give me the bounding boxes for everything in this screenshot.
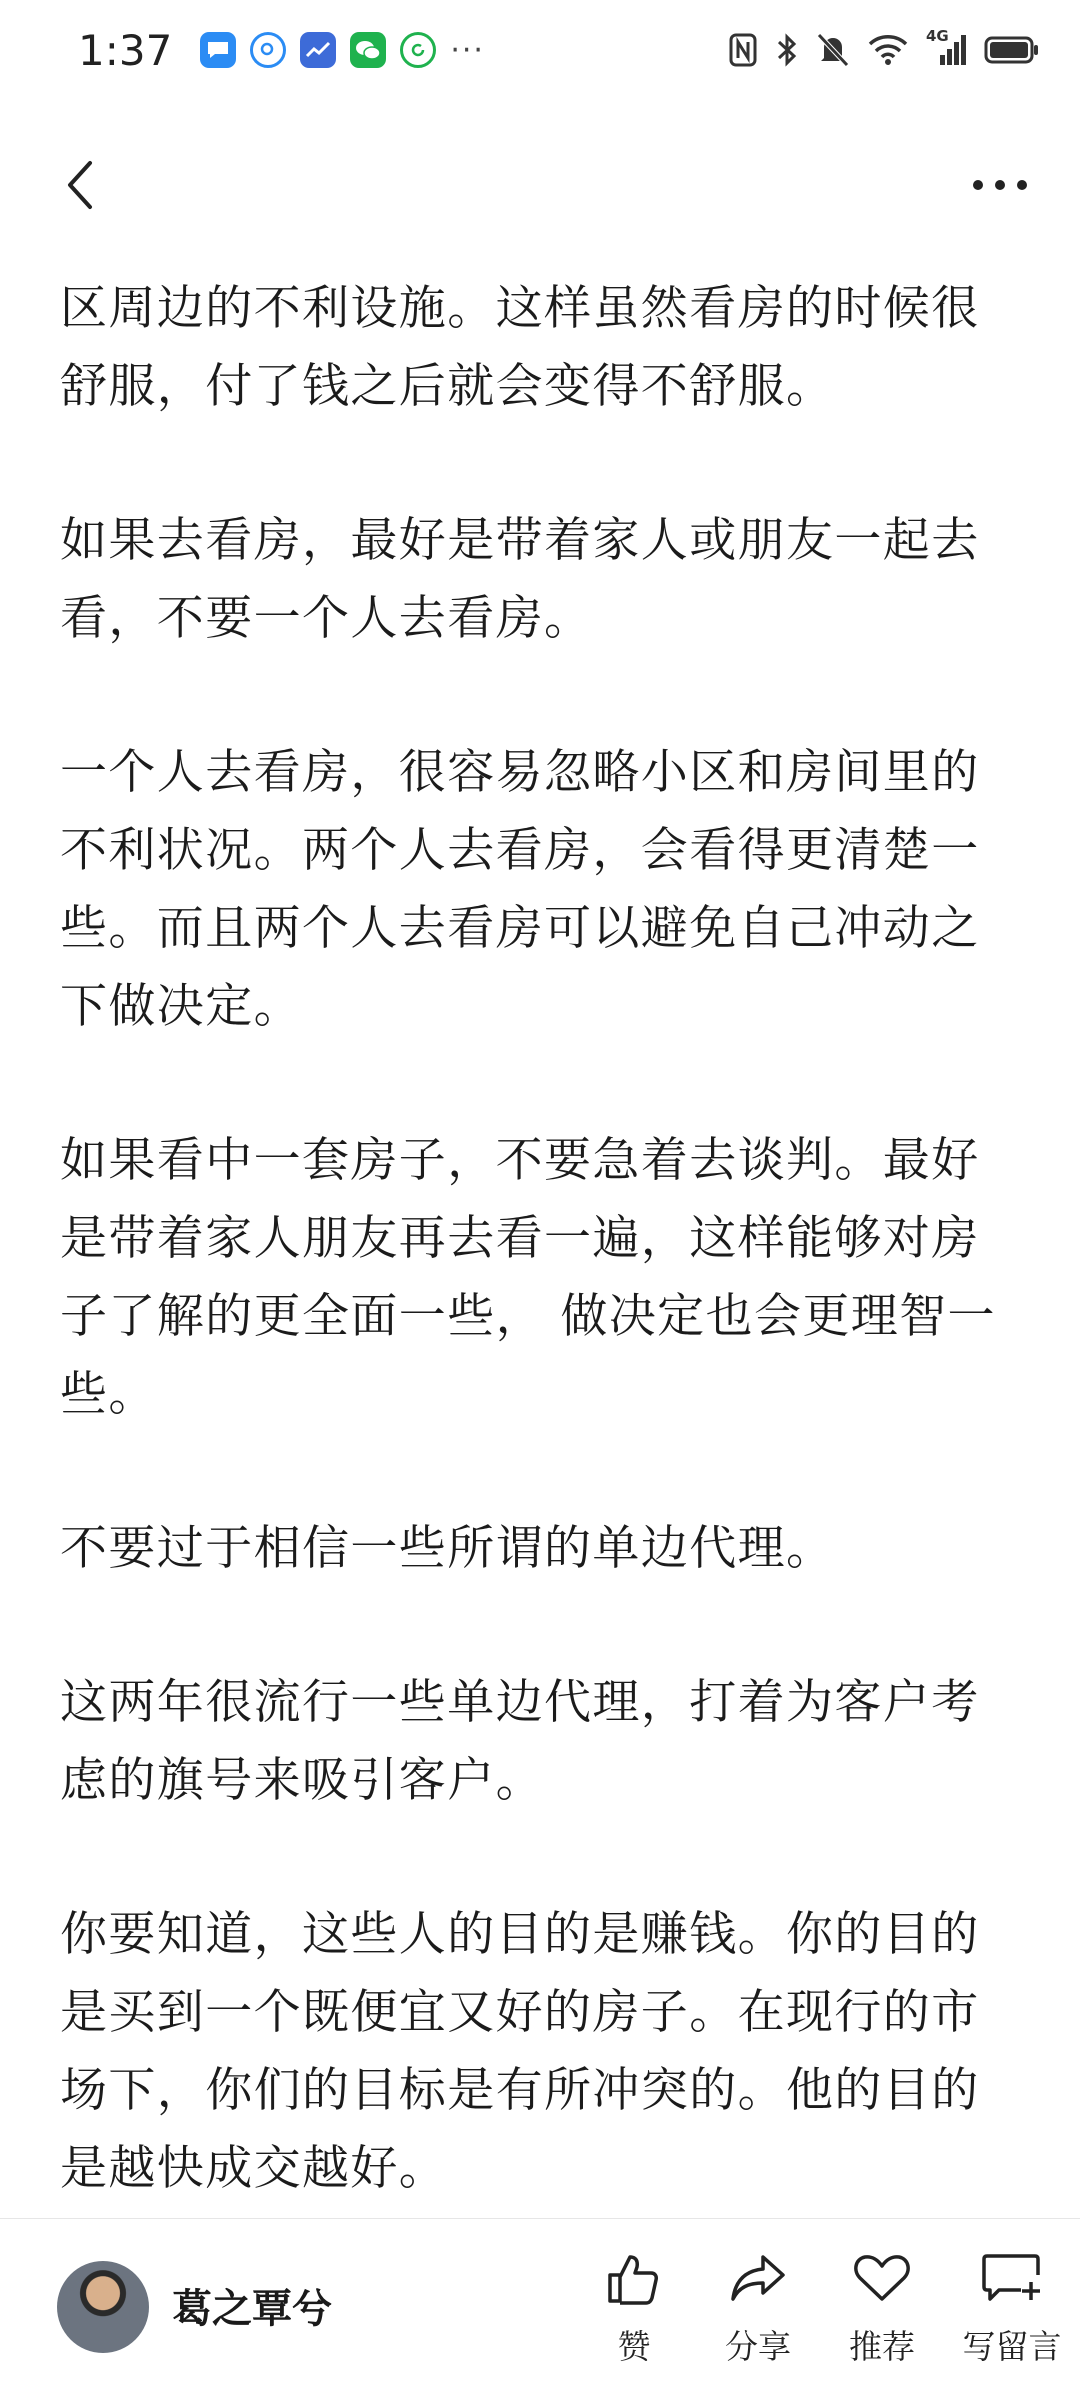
battery-icon	[984, 35, 1040, 65]
article-paragraph: 不要过于相信一些所谓的单边代理。	[60, 1521, 835, 1576]
like-label: 赞	[617, 2327, 651, 2366]
article-paragraph: 这两年很流行一些单边代理，打着为客户考虑的旗号来吸引客户。	[60, 1675, 980, 1808]
share-label: 分享	[725, 2327, 791, 2366]
status-time: 1:37	[78, 25, 173, 75]
chevron-left-icon	[65, 160, 95, 210]
heart-icon	[853, 2247, 911, 2309]
article-paragraph: 你要知道，这些人的目的是赚钱。你的目的是买到一个既便宜又好的房子。在现行的市场下，你们的目标是有所冲突的。他的目的是越快成交越好。	[60, 1907, 980, 2196]
author-name[interactable]: 葛之覃兮	[172, 2286, 332, 2332]
recommend-button[interactable]	[820, 2247, 944, 2368]
status-left	[78, 26, 485, 75]
chart-app-icon	[300, 32, 336, 68]
article-paragraph: 一个人去看房，很容易忽略小区和房间里的不利状况。两个人去看房，会看得更清楚一些。而且两个人去看房可以避免自己冲动之下做决定。	[60, 745, 980, 1034]
thumbs-up-icon	[606, 2247, 662, 2309]
network-type-label: 4G	[926, 27, 949, 45]
action-group	[572, 2247, 1080, 2368]
recommend-label: 推荐	[849, 2327, 915, 2366]
message-icon	[200, 32, 236, 68]
signal-4g-icon	[926, 27, 966, 67]
share-arrow-icon	[729, 2247, 787, 2309]
more-notifications-indicator: ···	[450, 32, 485, 68]
author-avatar[interactable]	[57, 2261, 149, 2353]
nav-bar	[0, 140, 1080, 230]
search-icon	[250, 32, 286, 68]
share-button[interactable]	[696, 2247, 820, 2368]
like-button[interactable]	[572, 2247, 696, 2368]
wifi-icon	[868, 34, 908, 66]
more-options-button[interactable]	[960, 155, 1040, 215]
status-bar	[0, 0, 1080, 100]
write-comment-button[interactable]	[944, 2247, 1080, 2368]
article-paragraph: 如果去看房，最好是带着家人或朋友一起去看，不要一个人去看房。	[60, 513, 980, 646]
bottom-action-bar	[0, 2218, 1080, 2391]
comment-add-icon	[981, 2247, 1043, 2309]
back-button[interactable]	[50, 155, 110, 215]
bluetooth-icon	[776, 32, 798, 68]
status-right	[728, 27, 1040, 68]
nfc-icon	[728, 32, 758, 68]
article-paragraph: 区周边的不利设施。这样虽然看房的时候很舒服，付了钱之后就会变得不舒服。	[60, 281, 980, 414]
more-horizontal-icon	[972, 179, 1028, 191]
article-body	[60, 270, 1020, 2284]
write-comment-label: 写留言	[962, 2327, 1062, 2366]
mute-icon	[816, 32, 850, 68]
refresh-icon	[400, 32, 436, 68]
article-paragraph: 如果看中一套房子，不要急着去谈判。最好是带着家人朋友再去看一遍，这样能够对房子了解的更全面一些， 做决定也会更理智一些。	[60, 1133, 996, 1422]
wechat-icon	[350, 32, 386, 68]
